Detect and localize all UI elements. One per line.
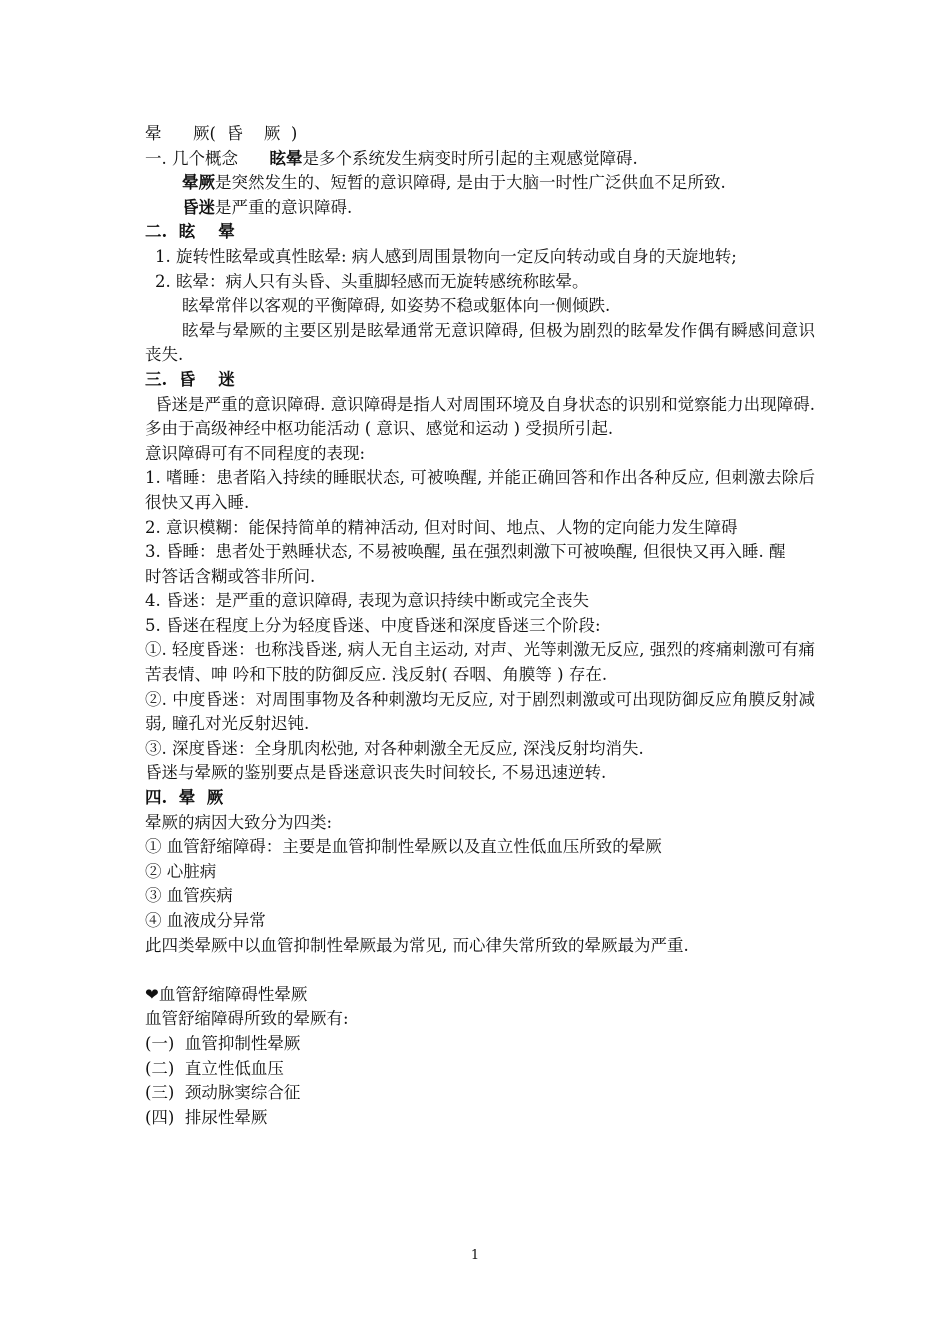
- paragraph: 时答话含糊或答非所问.: [145, 566, 316, 586]
- blank-line: [145, 958, 815, 983]
- list-item: ④ 血液成分异常: [145, 911, 266, 930]
- concepts-line-2: [145, 171, 815, 196]
- paragraph: 昏迷是严重的意识障碍. 意识障碍是指人对周围环境及自身状态的识别和觉察能力出现障碍. 多由于高级神经中枢功能活动 ( 意识、感觉和运动 ) 受损所引起.: [145, 394, 815, 439]
- paragraph: 1. 嗜睡：患者陷入持续的睡眠状态, 可被唤醒, 并能正确回答和作出各种反应, 但刺激去除后很快又再入睡.: [145, 468, 815, 512]
- section-5-heading: ❤血管舒缩障碍性晕厥: [145, 984, 308, 1004]
- paragraph: 晕厥的病因大致分为四类:: [145, 812, 333, 832]
- paragraph: ③. 深度昏迷：全身肌肉松弛, 对各种刺激全无反应, 深浅反射均消失.: [145, 738, 644, 758]
- list-item: ② 心脏病: [145, 861, 217, 881]
- paragraph: ①. 轻度昏迷：也称浅昏迷, 病人无自主运动, 对声、光等刺激无反应, 强烈的疼痛刺激可有痛苦表情、呻 吟和下肢的防御反应. 浅反射( 吞咽、角膜等 ) 存在.: [145, 640, 815, 685]
- paragraph: 眩晕常伴以客观的平衡障碍, 如姿势不稳或躯体向一侧倾跌.: [182, 296, 611, 316]
- paragraph: 意识障碍可有不同程度的表现:: [145, 443, 366, 463]
- concepts-line-3: [145, 196, 815, 221]
- document-body: [145, 122, 815, 1130]
- paragraph: 2. 意识模糊：能保持简单的精神活动, 但对时间、地点、人物的定向能力发生障碍: [145, 517, 738, 537]
- list-item: (一) 血管抑制性晕厥: [145, 1033, 301, 1053]
- list-item: ③ 血管疾病: [145, 886, 233, 906]
- def-syncope: 是突然发生的、短暂的意识障碍, 是由于大脑一时性广泛供血不足所致.: [215, 173, 726, 193]
- section-2-heading: 二. 眩 晕: [145, 222, 235, 242]
- paragraph: 5. 昏迷在程度上分为轻度昏迷、中度昏迷和深度昏迷三个阶段:: [145, 615, 601, 635]
- paragraph: 1. 旋转性眩晕或真性眩晕: 病人感到周围景物向一定反向转动或自身的天旋地转;: [155, 246, 737, 266]
- concepts-line-1: [145, 147, 815, 172]
- paragraph: 血管舒缩障碍所致的晕厥有:: [145, 1009, 349, 1029]
- list-item: (四) 排尿性晕厥: [145, 1107, 268, 1127]
- paragraph: 4. 昏迷：是严重的意识障碍, 表现为意识持续中断或完全丧失: [145, 591, 589, 611]
- term-coma: 昏迷: [182, 197, 215, 217]
- page-number: 1: [470, 1248, 480, 1263]
- def-vertigo: 是多个系统发生病变时所引起的主观感觉障碍.: [302, 148, 638, 168]
- def-coma: 是严重的意识障碍.: [215, 197, 353, 217]
- paragraph: 2. 眩晕：病人只有头昏、头重脚轻感而无旋转感统称眩晕。: [155, 271, 589, 291]
- list-item: (二) 直立性低血压: [145, 1058, 284, 1078]
- list-item: ① 血管舒缩障碍：主要是血管抑制性晕厥以及直立性低血压所致的晕厥: [145, 837, 662, 857]
- section-3-heading: 三. 昏 迷: [145, 369, 235, 389]
- paragraph: 眩晕与晕厥的主要区别是眩晕通常无意识障碍, 但极为剧烈的眩晕发作偶有瞬感间意识丧失.: [145, 320, 815, 365]
- section-4-heading: 四. 晕 厥: [145, 788, 224, 808]
- list-item: (三) 颈动脉窦综合征: [145, 1083, 301, 1103]
- term-syncope: 晕厥: [182, 173, 215, 193]
- paragraph: 此四类晕厥中以血管抑制性晕厥最为常见, 而心律失常所致的晕厥最为严重.: [145, 935, 689, 955]
- paragraph: 昏迷与晕厥的鉴别要点是昏迷意识丧失时间较长, 不易迅速逆转.: [145, 763, 607, 783]
- paragraph: ②. 中度昏迷：对周围事物及各种刺激均无反应, 对于剧烈刺激或可出现防御反应角膜反射减弱, 瞳孔对光反射迟钝.: [145, 689, 815, 734]
- section-1-label: 一. 几个概念: [145, 148, 270, 168]
- paragraph: 3. 昏睡：患者处于熟睡状态, 不易被唤醒, 虽在强烈刺激下可被唤醒, 但很快又再入睡. 醒: [145, 542, 786, 562]
- document-title: 晕 厥( 昏 厥 ): [145, 124, 298, 143]
- term-vertigo: 眩晕: [269, 148, 303, 168]
